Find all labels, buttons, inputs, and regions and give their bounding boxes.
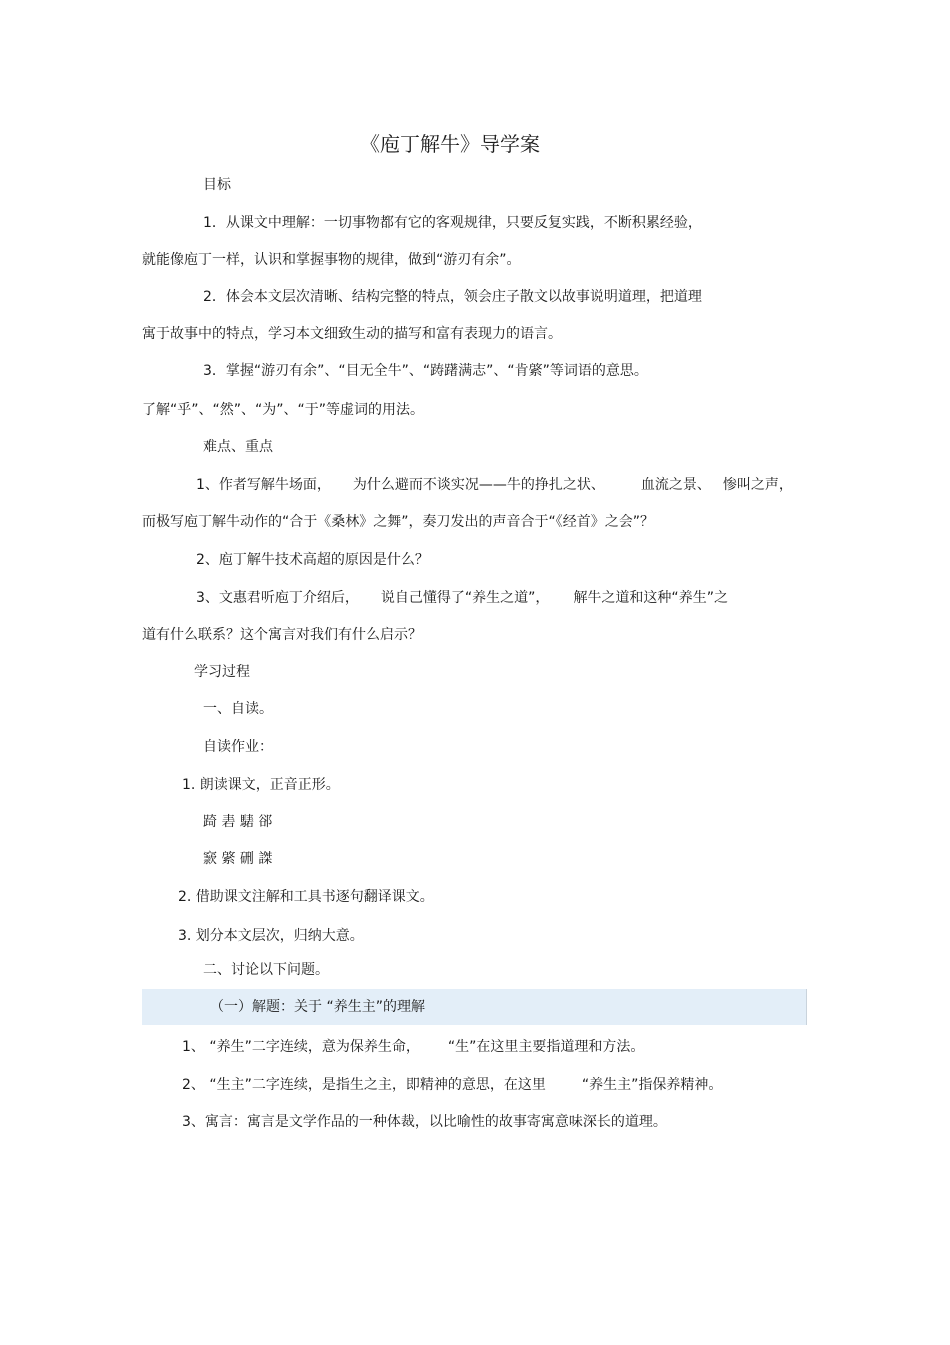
- difficulty-3-part-2: 说自己懂得了“养生之道”，: [380, 590, 550, 606]
- difficulty-3-line-1: [196, 588, 728, 608]
- discuss-heading: 二、讨论以下问题。: [203, 962, 329, 978]
- topic-heading: （一）解题：关于 “养生主”的理解: [210, 999, 425, 1015]
- page-title: 《庖丁解牛》导学案: [360, 132, 540, 156]
- homework-item-1: 1. 朗读课文，正音正形。: [182, 777, 340, 793]
- rare-chars-line-1: 踦 砉 騞 郤: [203, 814, 273, 830]
- topic-point-2: [182, 1075, 722, 1095]
- goal-2-line-1: 2．体会本文层次清晰、结构完整的特点，领会庄子散文以故事说明道理，把道理: [203, 289, 702, 305]
- difficulty-2: 2、庖丁解牛技术高超的原因是什么？: [196, 552, 429, 568]
- goal-3-line-1: 3．掌握“游刃有余”、“目无全牛”、“踌躇满志”、“肯綮”等词语的意思。: [203, 363, 648, 379]
- difficulty-1-line-2: 而极写庖丁解牛动作的“合于《桑林》之舞”，奏刀发出的声音合于“《经首》之会”？: [142, 514, 655, 530]
- difficulty-1-part-2: 为什么避而不谈实况——牛的挣扎之状、: [352, 477, 605, 493]
- self-read-heading: 一、自读。: [203, 701, 273, 717]
- goals-heading: 目标: [203, 177, 231, 193]
- goal-2-line-2: 寓于故事中的特点，学习本文细致生动的描写和富有表现力的语言。: [142, 326, 562, 342]
- homework-item-3: 3. 划分本文层次，归纳大意。: [178, 928, 364, 944]
- difficulty-1-part-4: 惨叫之声，: [722, 477, 793, 493]
- difficulty-3-line-2: 道有什么联系？这个寓言对我们有什么启示？: [142, 627, 422, 643]
- goal-1-line-1: 1．从课文中理解：一切事物都有它的客观规律，只要反复实践，不断积累经验，: [203, 215, 702, 231]
- topic-point-2-part-2: “养生主”指保养精神。: [581, 1077, 723, 1093]
- difficulty-1-part-1: 1、作者写解牛场面，: [196, 477, 331, 493]
- topic-point-3: 3、寓言：寓言是文学作品的一种体裁，以比喻性的故事寄寓意味深长的道理。: [182, 1114, 667, 1130]
- difficulty-1-part-3: 血流之景、: [640, 477, 711, 493]
- difficulty-1-line-1: [196, 475, 793, 495]
- topic-point-1-part-1: 1、 “养生”二字连续，意为保养生命，: [182, 1039, 420, 1055]
- rare-chars-line-2: 窾 綮 硎 謋: [203, 851, 273, 867]
- topic-point-2-part-1: 2、 “生主”二字连续，是指生之主，即精神的意思，在这里: [182, 1077, 546, 1093]
- difficulty-3-part-3: 解牛之道和这种“养生”之: [573, 590, 728, 606]
- homework-item-2: 2. 借助课文注解和工具书逐句翻译课文。: [178, 889, 434, 905]
- difficulty-heading: 难点、重点: [203, 439, 273, 455]
- homework-heading: 自读作业：: [203, 739, 273, 755]
- topic-point-1: [182, 1037, 644, 1057]
- goal-1-line-2: 就能像庖丁一样，认识和掌握事物的规律，做到“游刃有余”。: [142, 252, 521, 268]
- topic-point-1-part-2: “生”在这里主要指道理和方法。: [447, 1039, 645, 1055]
- process-heading: 学习过程: [194, 664, 250, 680]
- goal-3-line-2: 了解“乎”、“然”、“为”、“于”等虚词的用法。: [142, 402, 425, 418]
- difficulty-3-part-1: 3、文惠君听庖丁介绍后，: [196, 590, 359, 606]
